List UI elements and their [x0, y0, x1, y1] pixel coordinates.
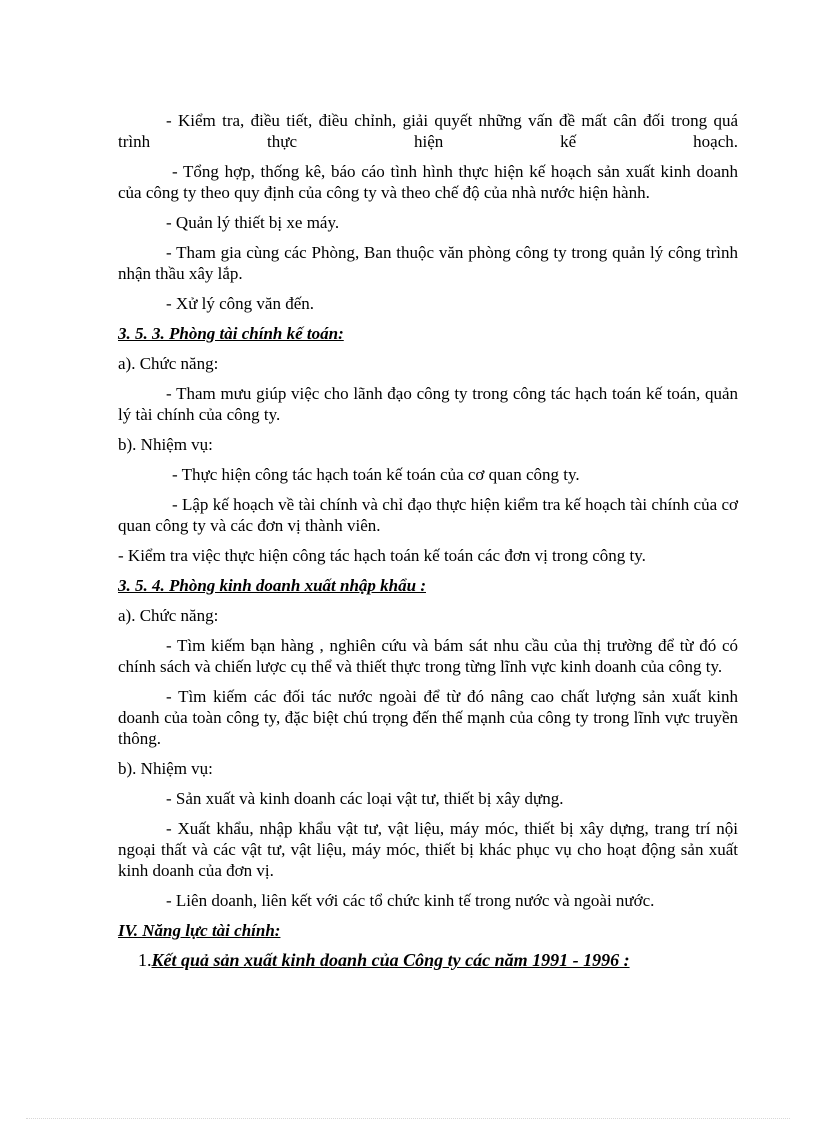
paragraph-participate: - Tham gia cùng các Phòng, Ban thuộc văn phòng công ty trong quản lý công trình nhận thầu xây lắp. [118, 243, 738, 283]
trade-function-2: - Tìm kiếm các đối tác nước ngoài để từ đó nâng cao chất lượng sản xuất kinh doanh của toàn công ty, đặc biệt chú trọng đến thế mạnh của công ty trong lĩnh vực truyền thông. [118, 687, 738, 748]
finance-function-text: - Tham mưu giúp việc cho lãnh đạo công ty trong công tác hạch toán kế toán, quản lý tài chính của công ty. [118, 384, 738, 424]
section-heading-financial-capacity: IV. Năng lực tài chính: [118, 921, 281, 940]
trade-function-1: - Tìm kiếm bạn hàng , nghiên cứu và bám sát nhu cầu của thị trường để từ đó có chính sách và chiến lược cụ thể và thiết thực trong từng lĩnh vực kinh doanh của công ty. [118, 636, 738, 676]
subsection-colon: : [619, 950, 630, 970]
section-heading-finance: 3. 5. 3. Phòng tài chính kế toán: [118, 324, 344, 343]
page-bottom-border [26, 1118, 790, 1119]
finance-duty-3: - Kiểm tra việc thực hiện công tác hạch toán kế toán các đơn vị trong công ty. [118, 546, 646, 565]
subsection-business-results [118, 950, 738, 971]
paragraph-dispatch: - Xử lý công văn đến. [166, 294, 315, 313]
finance-function-label: a). Chức năng: [118, 354, 219, 373]
finance-duty-2: - Lập kế hoạch về tài chính và chỉ đạo thực hiện kiểm tra kế hoạch tài chính của cơ quan công ty và các đơn vị thành viên. [118, 495, 738, 535]
trade-duty-2: - Xuất khẩu, nhập khẩu vật tư, vật liệu, máy móc, thiết bị xây dựng, trang trí nội ngoại thất và các vật tư, vật liệu, máy móc, thiết bị khác phục vụ cho hoạt động sản xuất kinh doanh của đơn vị. [118, 819, 738, 880]
paragraph-report-summary: - Tổng hợp, thống kê, báo cáo tình hình thực hiện kế hoạch sản xuất kinh doanh của công ty theo quy định của công ty và theo chế độ của nhà nước hiện hành. [118, 162, 738, 202]
section-heading-import-export: 3. 5. 4. Phòng kinh doanh xuất nhập khẩu : [118, 576, 426, 595]
trade-duty-3: - Liên doanh, liên kết với các tổ chức kinh tế trong nước và ngoài nước. [166, 891, 655, 910]
subsection-number: 1. [138, 950, 152, 970]
trade-duty-label: b). Nhiệm vụ: [118, 759, 213, 778]
paragraph-adjust-imbalance: - Kiểm tra, điều tiết, điều chỉnh, giải quyết những vấn đề mất cân đối trong quá trình thực hiện kế hoạch. [118, 111, 738, 151]
trade-function-label: a). Chức năng: [118, 606, 219, 625]
finance-duty-label: b). Nhiệm vụ: [118, 435, 213, 454]
subsection-title: Kết quả sản xuất kinh doanh của Công ty các năm 1991 - 1996 [151, 950, 620, 970]
trade-duty-1: - Sản xuất và kinh doanh các loại vật tư, thiết bị xây dựng. [166, 789, 564, 808]
paragraph-equipment: - Quản lý thiết bị xe máy. [166, 213, 340, 232]
finance-duty-1: - Thực hiện công tác hạch toán kế toán của cơ quan công ty. [172, 465, 580, 484]
document-page [118, 110, 738, 980]
